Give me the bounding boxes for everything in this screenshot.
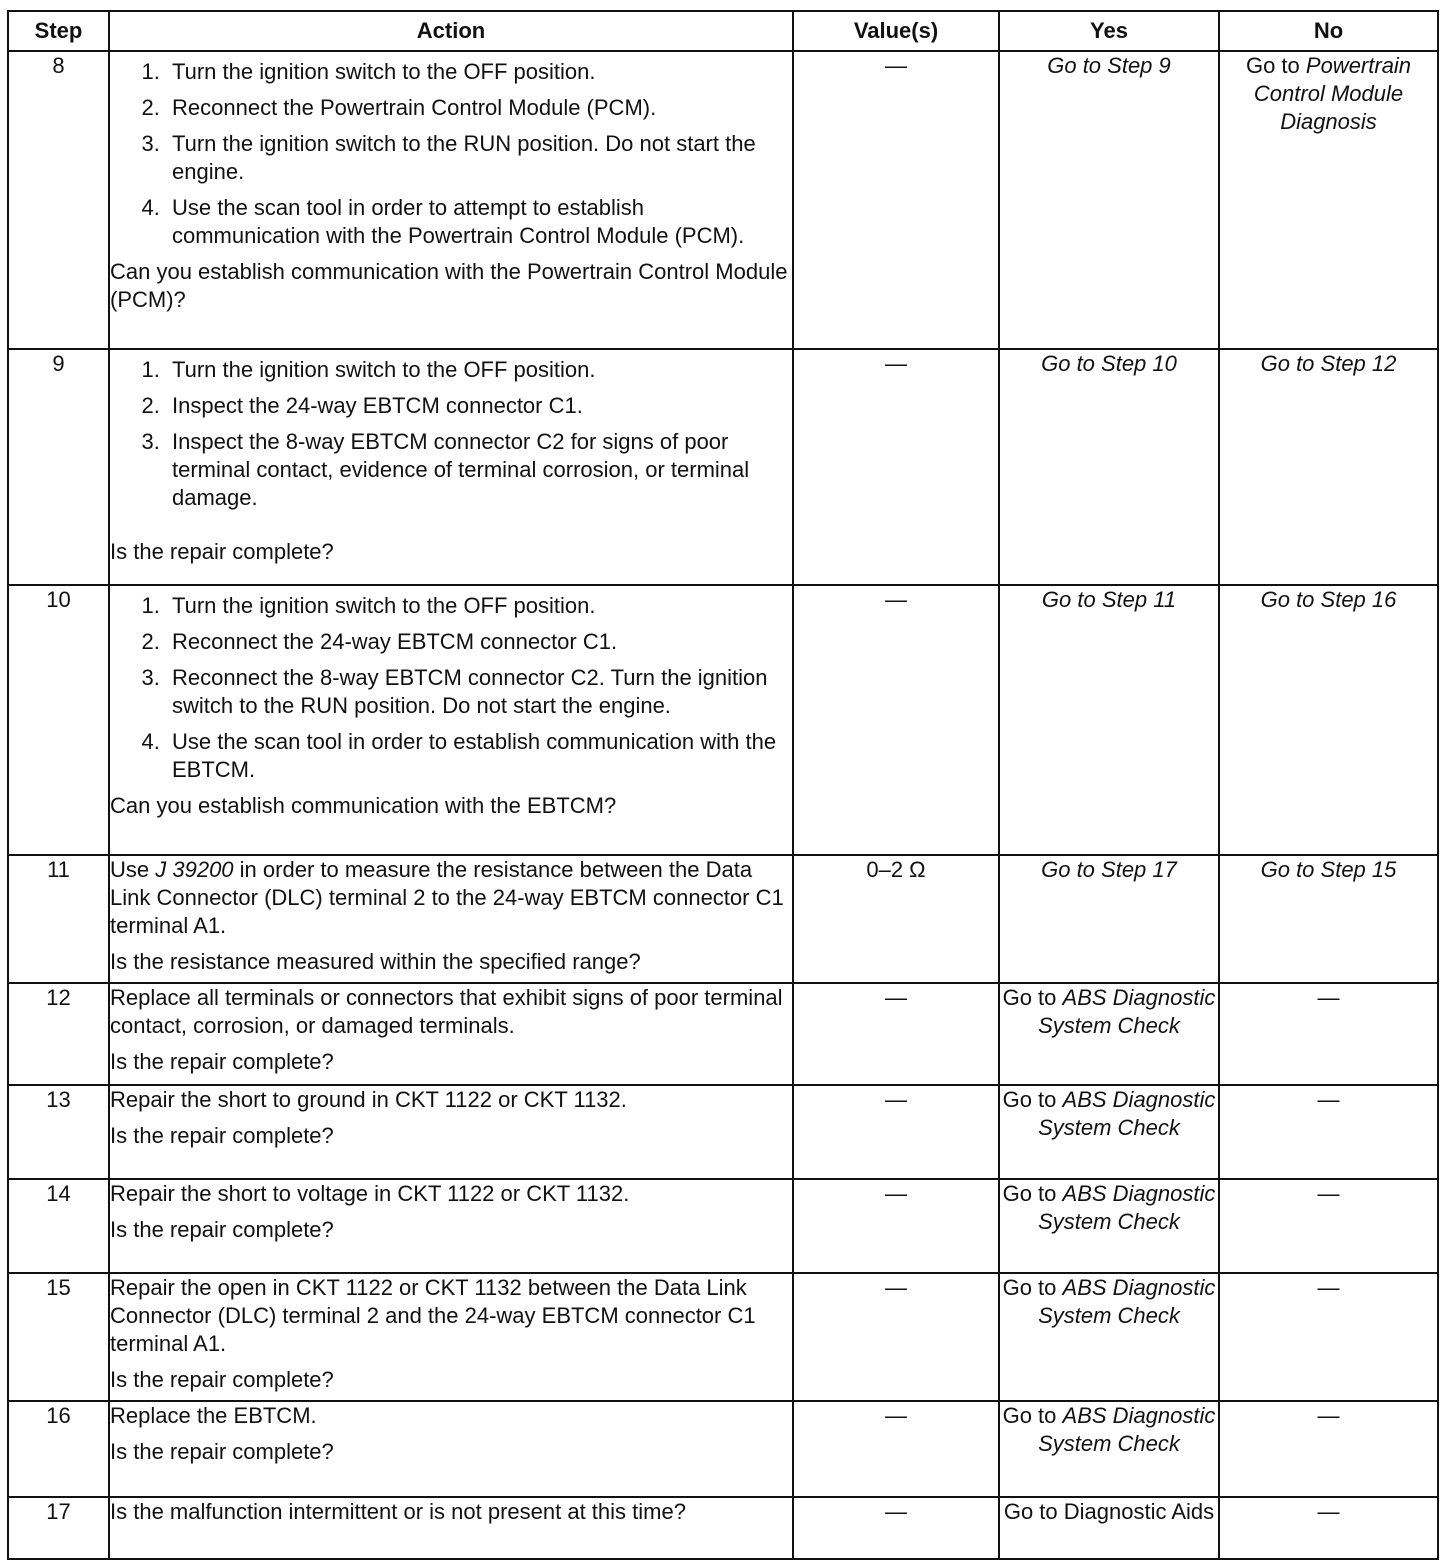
action-step: 2. Reconnect the 24-way EBTCM connector C1. (166, 628, 792, 656)
value-cell: — (793, 1085, 999, 1179)
value-cell: — (793, 1273, 999, 1401)
action-cell (109, 1085, 793, 1179)
action-question: Is the repair complete? (110, 1123, 334, 1148)
step-number: 13 (8, 1085, 109, 1179)
action-cell (109, 1273, 793, 1401)
step-number: 11 (8, 855, 109, 983)
no-cell: — (1219, 1179, 1438, 1273)
header-no: No (1219, 11, 1438, 51)
yes-link-prefix: Go to (1002, 985, 1057, 1010)
action-question: Is the repair complete? (110, 1439, 334, 1464)
no-link[interactable]: Go to Step 12 (1219, 349, 1438, 585)
yes-link-prefix: Go to (1002, 1087, 1057, 1112)
action-text: Repair the short to voltage in CKT 1122 or CKT 1132. (110, 1181, 630, 1206)
no-link[interactable] (1219, 51, 1438, 349)
table-row-step-11 (8, 855, 1438, 983)
yes-link[interactable] (999, 1273, 1219, 1401)
tool-name: J 39200 (155, 857, 234, 882)
step-number: 9 (8, 349, 109, 585)
yes-link-prefix: Go to (1002, 1181, 1057, 1206)
table-row-step-17 (8, 1497, 1438, 1559)
no-link-prefix: Go to (1245, 53, 1300, 78)
value-cell: 0–2 Ω (793, 855, 999, 983)
no-cell: — (1219, 1273, 1438, 1401)
value-cell: — (793, 1401, 999, 1497)
value-cell: — (793, 1497, 999, 1559)
table-row-step-9 (8, 349, 1438, 585)
yes-link[interactable] (999, 1401, 1219, 1497)
step-number: 10 (8, 585, 109, 855)
action-step: 3. Reconnect the 8-way EBTCM connector C2. Turn the ignition switch to the RUN position. Do not start the engine. (166, 664, 792, 720)
action-steps (110, 58, 792, 250)
action-step: 3. Inspect the 8-way EBTCM connector C2 for signs of poor terminal contact, evidence of terminal corrosion, or terminal damage. (166, 428, 792, 512)
step-number: 16 (8, 1401, 109, 1497)
yes-link[interactable] (999, 1179, 1219, 1273)
no-cell: — (1219, 1401, 1438, 1497)
yes-link[interactable] (999, 1085, 1219, 1179)
action-question: Can you establish communication with the Powertrain Control Module (PCM)? (110, 259, 788, 312)
action-question: Is the repair complete? (110, 539, 334, 564)
header-action: Action (109, 11, 793, 51)
action-question: Can you establish communication with the EBTCM? (110, 793, 617, 818)
table-row-step-10 (8, 585, 1438, 855)
action-cell (109, 585, 793, 855)
yes-link[interactable] (999, 983, 1219, 1085)
header-yes: Yes (999, 11, 1219, 51)
no-cell: — (1219, 1497, 1438, 1559)
action-cell (109, 1497, 793, 1559)
action-cell (109, 855, 793, 983)
table-row-step-15 (8, 1273, 1438, 1401)
action-steps (110, 356, 792, 512)
action-cell (109, 1179, 793, 1273)
action-step: 3. Turn the ignition switch to the RUN position. Do not start the engine. (166, 130, 792, 186)
action-text (110, 856, 792, 940)
table-row-step-12 (8, 983, 1438, 1085)
yes-link[interactable]: Go to Diagnostic Aids (999, 1497, 1219, 1559)
action-step: 4. Use the scan tool in order to attempt to establish communication with the Powertrain Control Module (PCM). (166, 194, 792, 250)
step-number: 14 (8, 1179, 109, 1273)
action-cell (109, 983, 793, 1085)
action-text: Repair the short to ground in CKT 1122 or CKT 1132. (110, 1087, 627, 1112)
action-text: Replace all terminals or connectors that exhibit signs of poor terminal contact, corrosion, or damaged terminals. (110, 985, 783, 1038)
value-cell: — (793, 585, 999, 855)
action-step: 1. Turn the ignition switch to the OFF position. (166, 356, 792, 384)
table-row-step-13 (8, 1085, 1438, 1179)
yes-link[interactable]: Go to Step 10 (999, 349, 1219, 585)
header-row (8, 11, 1438, 51)
step-number: 8 (8, 51, 109, 349)
header-step: Step (8, 11, 109, 51)
yes-link-target: ABS Diagnostic System Check (1038, 1275, 1216, 1328)
no-link-target: Powertrain Control Module Diagnosis (1253, 53, 1412, 134)
value-cell: — (793, 349, 999, 585)
table-row-step-14 (8, 1179, 1438, 1273)
table-row-step-16 (8, 1401, 1438, 1497)
yes-link[interactable]: Go to Step 9 (999, 51, 1219, 349)
no-cell: — (1219, 983, 1438, 1085)
value-cell: — (793, 983, 999, 1085)
action-question: Is the repair complete? (110, 1367, 334, 1392)
table-row-step-8 (8, 51, 1438, 349)
action-step: 4. Use the scan tool in order to establish communication with the EBTCM. (166, 728, 792, 784)
yes-link-prefix: Go to (1002, 1275, 1057, 1300)
action-text-rest: in order to measure the resistance between the Data Link Connector (DLC) terminal 2 to the 24-way EBTCM connector C1 terminal A1. (110, 857, 784, 938)
action-cell (109, 51, 793, 349)
action-question: Is the resistance measured within the specified range? (110, 949, 641, 974)
yes-link-target: ABS Diagnostic System Check (1038, 1403, 1216, 1456)
value-cell: — (793, 51, 999, 349)
action-question: Is the repair complete? (110, 1049, 334, 1074)
no-link[interactable]: Go to Step 16 (1219, 585, 1438, 855)
no-link[interactable]: Go to Step 15 (1219, 855, 1438, 983)
action-cell (109, 349, 793, 585)
action-text-prefix: Use (110, 857, 150, 882)
action-text: Repair the open in CKT 1122 or CKT 1132 between the Data Link Connector (DLC) terminal 2 and the 24-way EBTCM connector C1 terminal A1. (110, 1275, 756, 1356)
action-question: Is the repair complete? (110, 1217, 334, 1242)
yes-link-target: ABS Diagnostic System Check (1038, 1181, 1216, 1234)
step-number: 12 (8, 983, 109, 1085)
yes-link-prefix: Go to (1002, 1403, 1057, 1428)
value-cell: — (793, 1179, 999, 1273)
step-number: 15 (8, 1273, 109, 1401)
action-step: 2. Reconnect the Powertrain Control Module (PCM). (166, 94, 792, 122)
action-question: Is the malfunction intermittent or is not present at this time? (110, 1499, 686, 1524)
action-step: 1. Turn the ignition switch to the OFF position. (166, 592, 792, 620)
action-steps (110, 592, 792, 784)
yes-link-target: ABS Diagnostic System Check (1038, 1087, 1216, 1140)
header-value: Value(s) (793, 11, 999, 51)
action-step: 2. Inspect the 24-way EBTCM connector C1. (166, 392, 792, 420)
action-text: Replace the EBTCM. (110, 1403, 317, 1428)
yes-link[interactable]: Go to Step 17 (999, 855, 1219, 983)
diagnostic-table (7, 10, 1439, 1560)
step-number: 17 (8, 1497, 109, 1559)
yes-link-target: ABS Diagnostic System Check (1038, 985, 1216, 1038)
action-step: 1. Turn the ignition switch to the OFF position. (166, 58, 792, 86)
yes-link[interactable]: Go to Step 11 (999, 585, 1219, 855)
action-cell (109, 1401, 793, 1497)
no-cell: — (1219, 1085, 1438, 1179)
